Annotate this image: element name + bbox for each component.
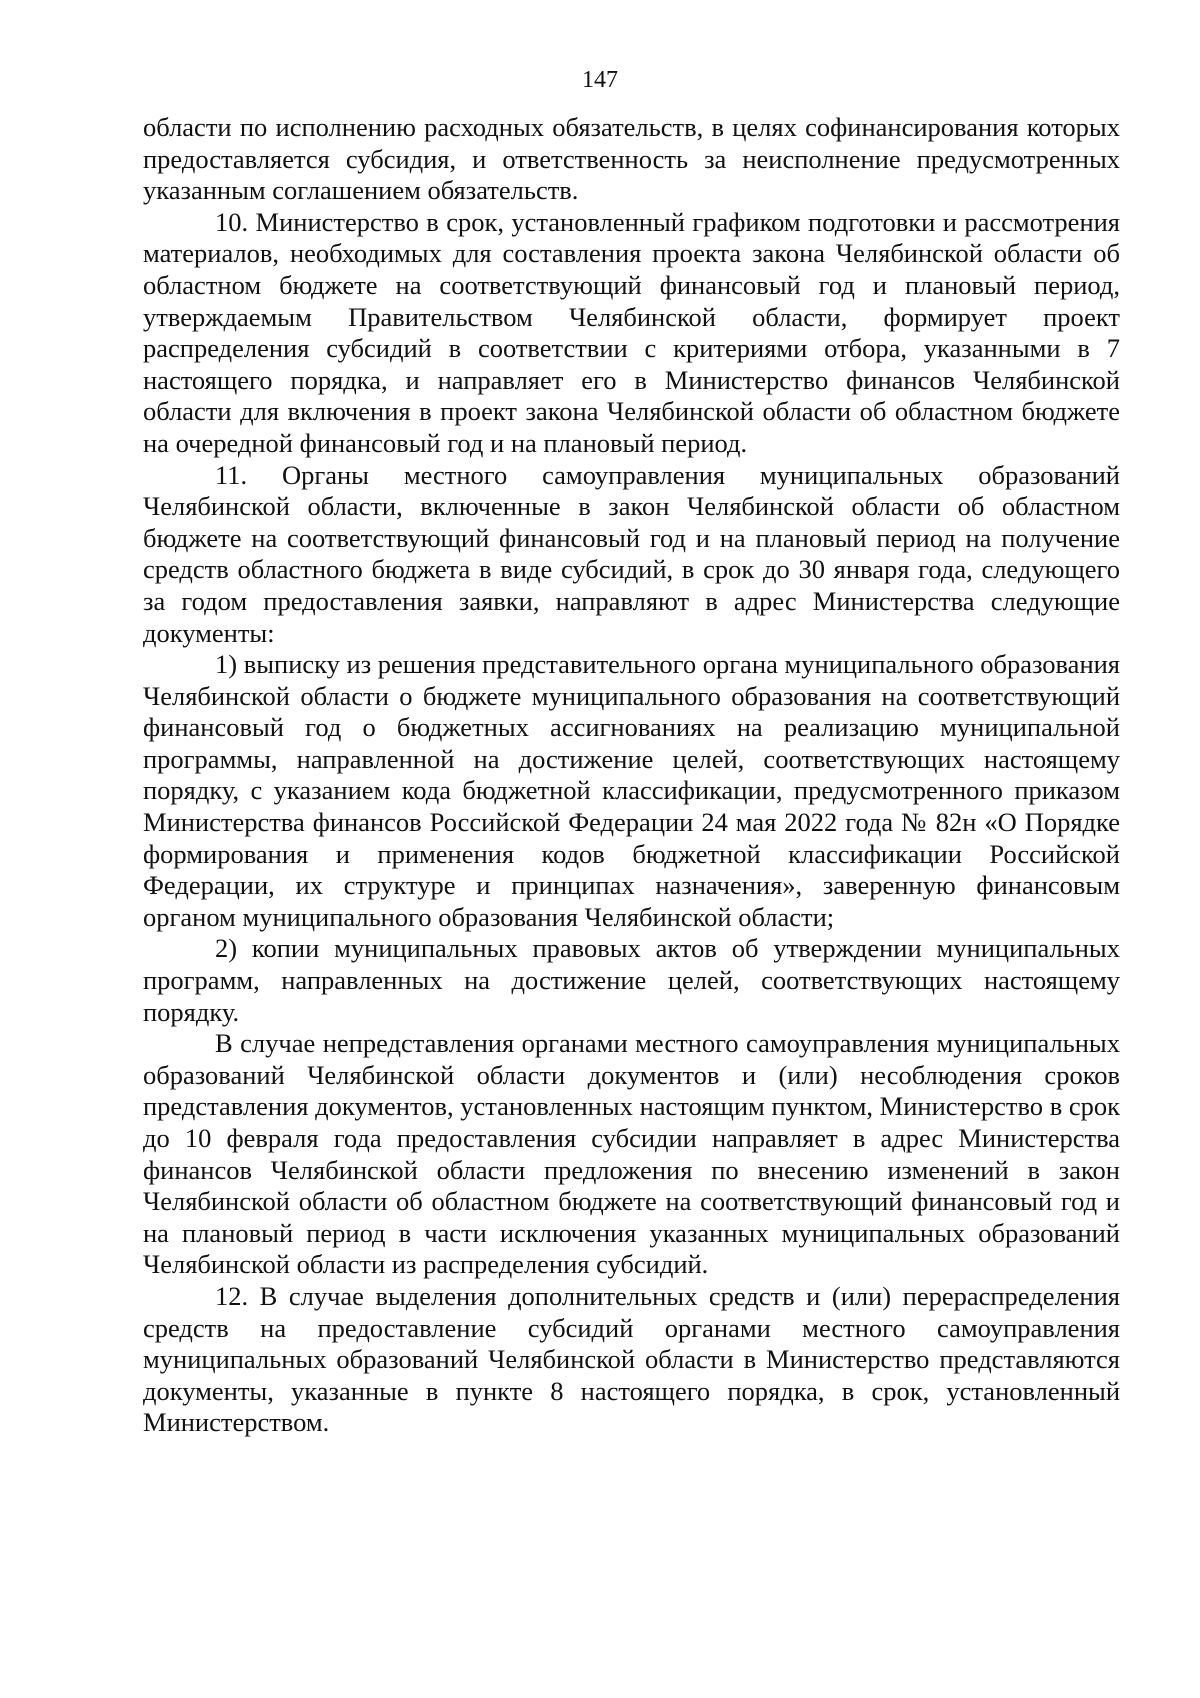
paragraph-continuation: области по исполнению расходных обязательств, в целях софинансирования которых предоставляется субсидия, и ответственность за неисполнение предусмотренных указанным соглашением обязательств. (143, 112, 1120, 206)
paragraph-item-10: 10. Министерство в срок, установленный графиком подготовки и рассмотрения материалов, необходимых для составления проекта закона Челябинской области об областном бюджете на соответствующий финансовый год и плановый период, утверждаемым Правительством Челябинской области, формирует проект распределения субсидий в соответствии с критериями отбора, указанными в 7 настоящего порядка, и направляет его в Министерство финансов Челябинской области для включения в проект закона Челябинской области об областном бюджете на очередной финансовый год и на плановый период. (143, 206, 1120, 458)
paragraph-non-submission: В случае непредставления органами местного самоуправления муниципальных образований Челябинской области документов и (или) несоблюдения сроков представления документов, установленных настоящим пунктом, Министерство в срок до 10 февраля года предоставления субсидии направляет в адрес Министерства финансов Челябинской области предложения по внесению изменений в закон Челябинской области об областном бюджете на соответствующий финансовый год и на плановый период в части исключения указанных муниципальных образований Челябинской области из распределения субсидий. (143, 1028, 1120, 1280)
document-body (143, 112, 1120, 1439)
paragraph-subitem-2: 2) копии муниципальных правовых актов об утверждении муниципальных программ, направленных на достижение целей, соответствующих настоящему порядку. (143, 933, 1120, 1027)
paragraph-subitem-1: 1) выписку из решения представительного органа муниципального образования Челябинской области о бюджете муниципального образования на соответствующий финансовый год о бюджетных ассигнованиях на реализацию муниципальной программы, направленной на достижение целей, соответствующих настоящему порядку, с указанием кода бюджетной классификации, предусмотренного приказом Министерства финансов Российской Федерации 24 мая 2022 года № 82н «О Порядке формирования и применения кодов бюджетной классификации Российской Федерации, их структуре и принципах назначения», заверенную финансовым органом муниципального образования Челябинской области; (143, 649, 1120, 932)
paragraph-item-12: 12. В случае выделения дополнительных средств и (или) перераспределения средств на предоставление субсидий органами местного самоуправления муниципальных образований Челябинской области в Министерство представляются документы, указанные в пункте 8 настоящего порядка, в срок, установленный Министерством. (143, 1280, 1120, 1438)
page-number: 147 (582, 67, 618, 93)
paragraph-item-11: 11. Органы местного самоуправления муниципальных образований Челябинской области, включенные в закон Челябинской области об областном бюджете на соответствующий финансовый год и на плановый период на получение средств областного бюджета в виде субсидий, в срок до 30 января года, следующего за годом предоставления заявки, направляют в адрес Министерства следующие документы: (143, 459, 1120, 648)
